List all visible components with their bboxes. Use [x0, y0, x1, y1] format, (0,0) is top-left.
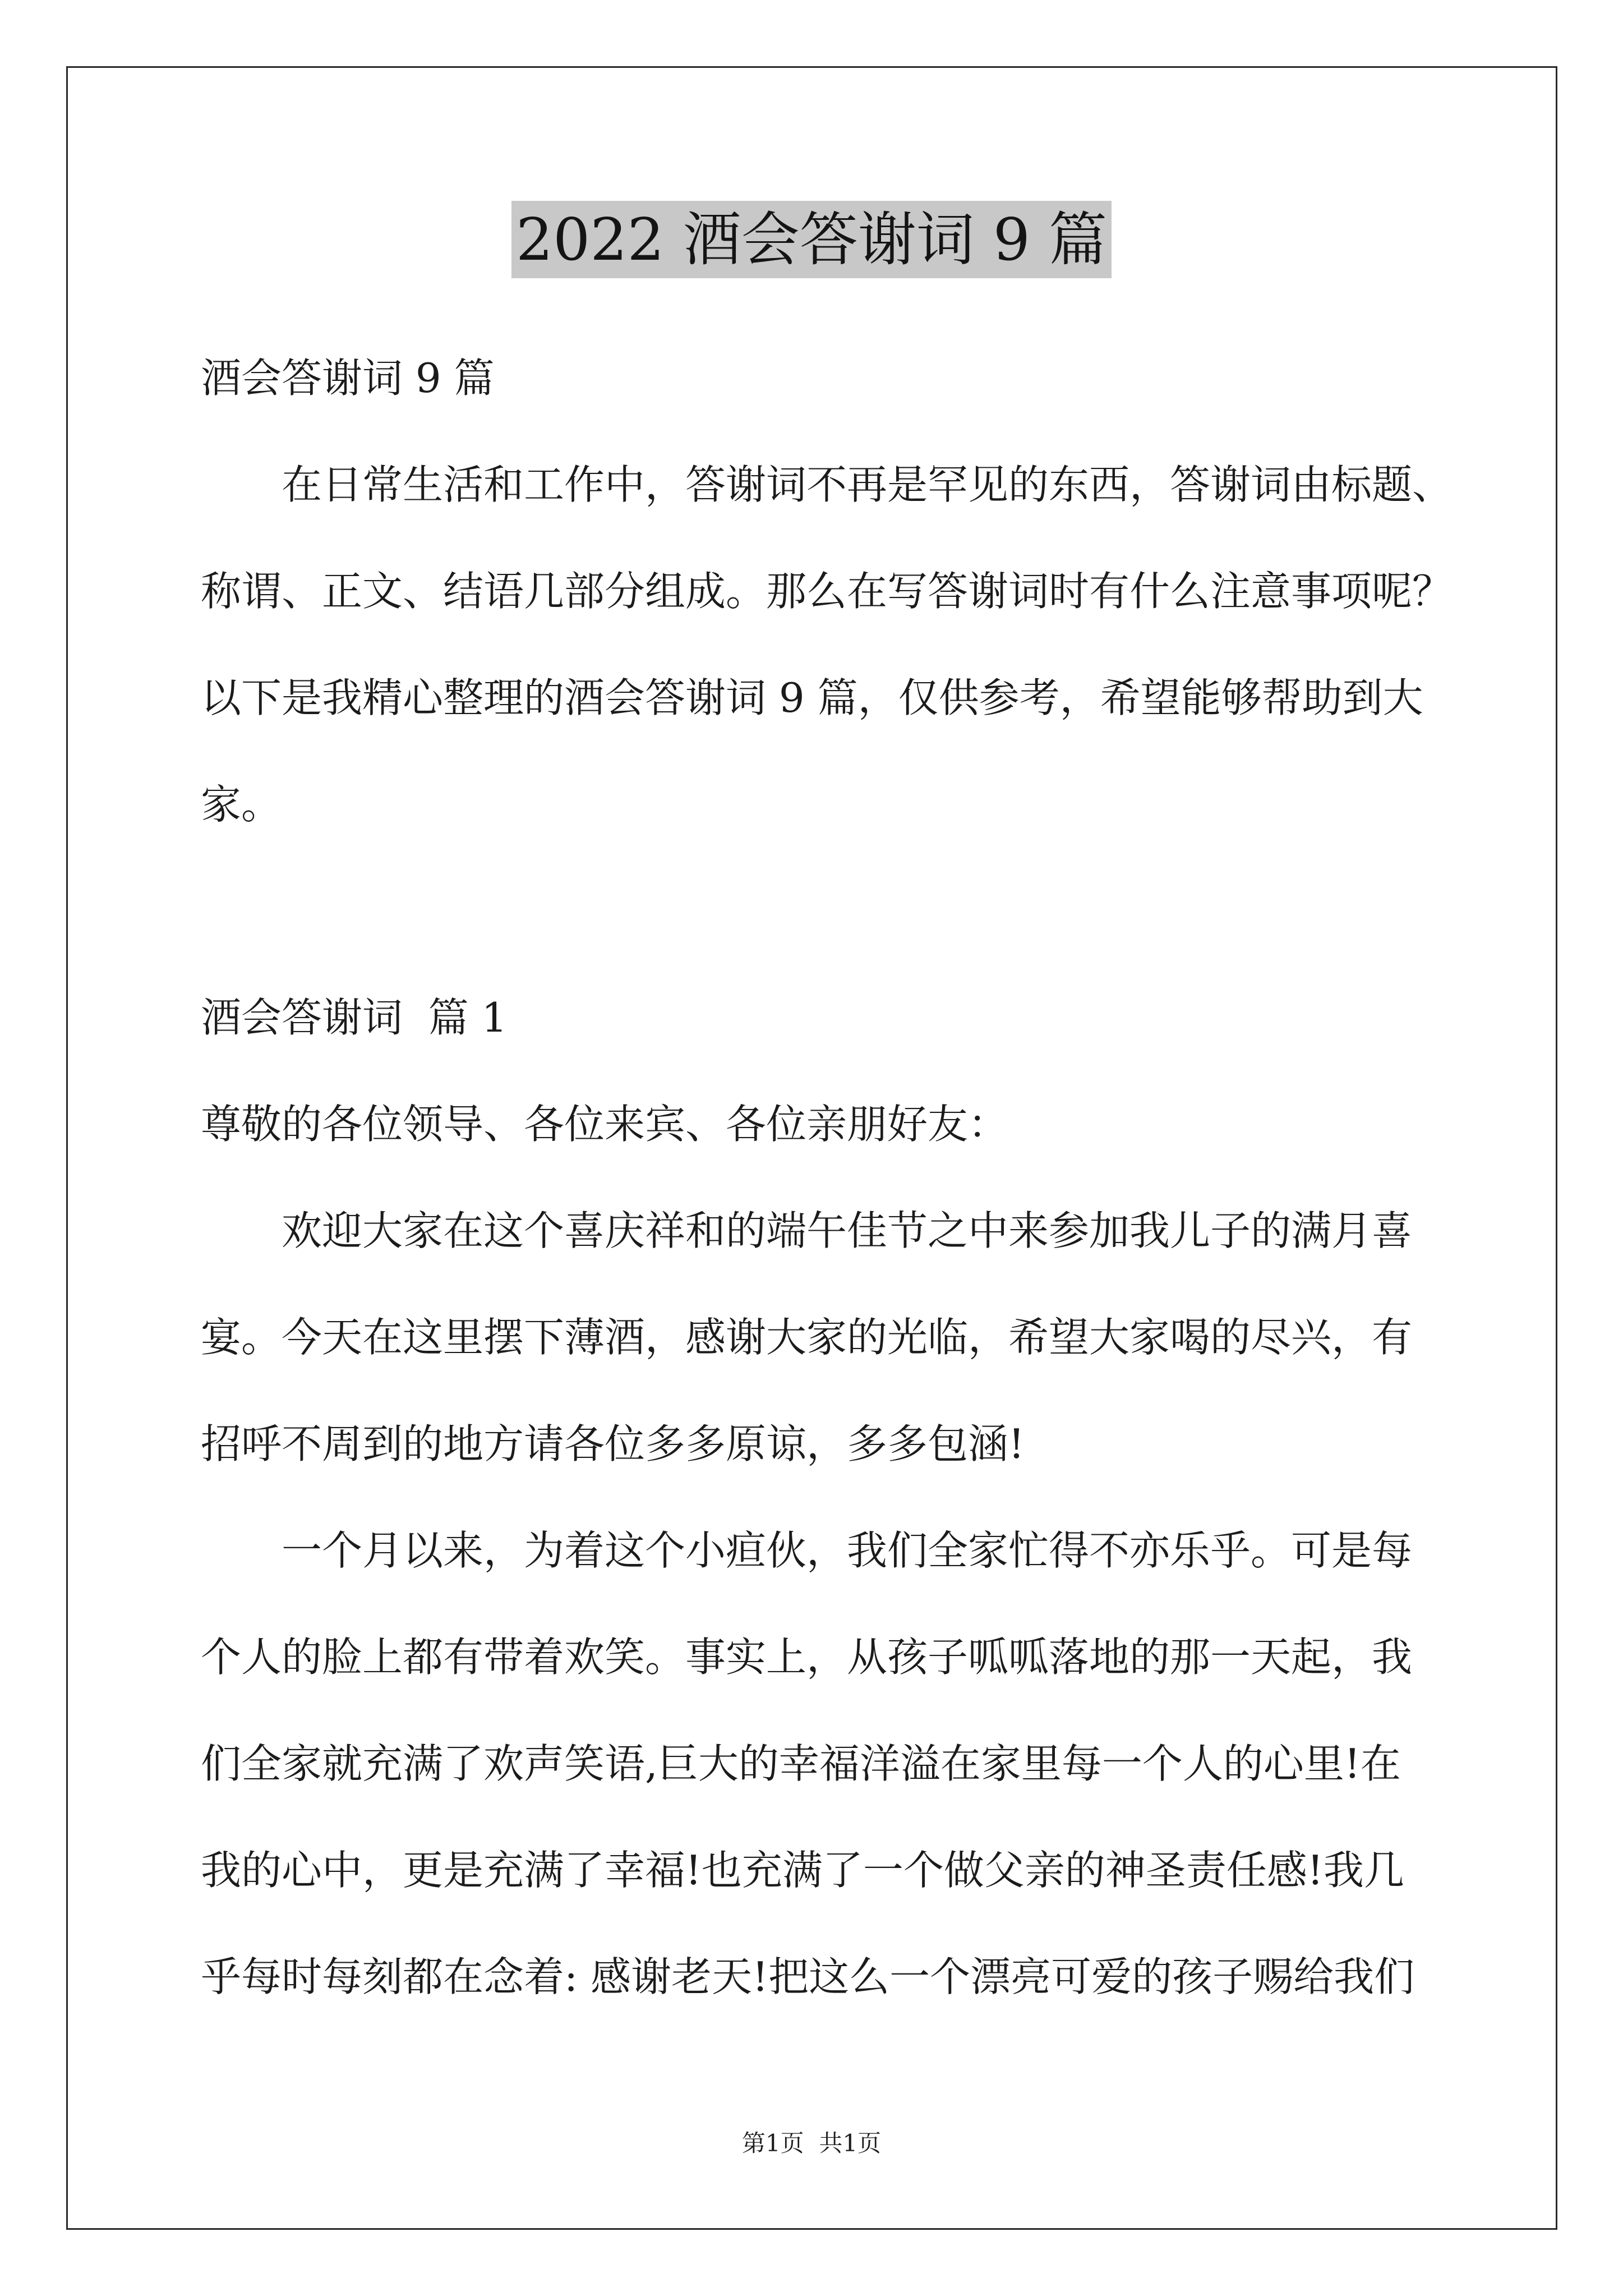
salutation: 尊敬的各位领导、各位来宾、各位亲朋好友： [201, 1101, 1009, 1148]
paragraph-line: 一个月以来，为着这个小疸伙，我们全家忙得不亦乐乎。可是每 [282, 1527, 1413, 1574]
document-title: 2022 酒会答谢词 9 篇 [511, 201, 1112, 278]
paragraph-line: 乎每时每刻都在念着: 感谢老天!把这么一个漂亮可爱的孩子赐给我们 [201, 1953, 1415, 2000]
paragraph-line: 招呼不周到的地方请各位多多原谅，多多包涵! [201, 1420, 1025, 1467]
paragraph-line: 个人的脸上都有带着欢笑。事实上，从孩子呱呱落地的那一天起，我 [201, 1634, 1413, 1681]
paragraph-line: 欢迎大家在这个喜庆祥和的端午佳节之中来参加我儿子的满月喜 [282, 1207, 1413, 1254]
intro-line: 在日常生活和工作中，答谢词不再是罕见的东西，答谢词由标题、 [282, 461, 1453, 508]
page-footer: 第1页 共1页 [741, 2129, 882, 2157]
paragraph-line: 们全家就充满了欢声笑语,巨大的幸福洋溢在家里每一个人的心里!在 [201, 1740, 1401, 1787]
paragraph-line: 宴。今天在这里摆下薄酒，感谢大家的光临，希望大家喝的尽兴，有 [201, 1314, 1413, 1361]
document-body [201, 325, 1502, 2030]
title-container [0, 201, 1623, 278]
intro-line: 称谓、正文、结语几部分组成。那么在写答谢词时有什么注意事项呢？ [201, 568, 1453, 615]
intro-line: 以下是我精心整理的酒会答谢词 9 篇，仅供参考，希望能够帮助到大 [201, 674, 1423, 721]
paragraph-line: 我的心中，更是充满了幸福!也充满了一个做父亲的神圣责任感!我几 [201, 1847, 1404, 1894]
blank-line [201, 858, 1502, 964]
intro-line: 家。 [201, 781, 282, 828]
document-heading: 酒会答谢词 9 篇 [201, 355, 495, 402]
body-paragraph [201, 1497, 1502, 2030]
intro-paragraph [201, 431, 1502, 858]
section-title: 酒会答谢词 篇 1 [201, 994, 508, 1041]
body-paragraph [201, 1177, 1502, 1497]
